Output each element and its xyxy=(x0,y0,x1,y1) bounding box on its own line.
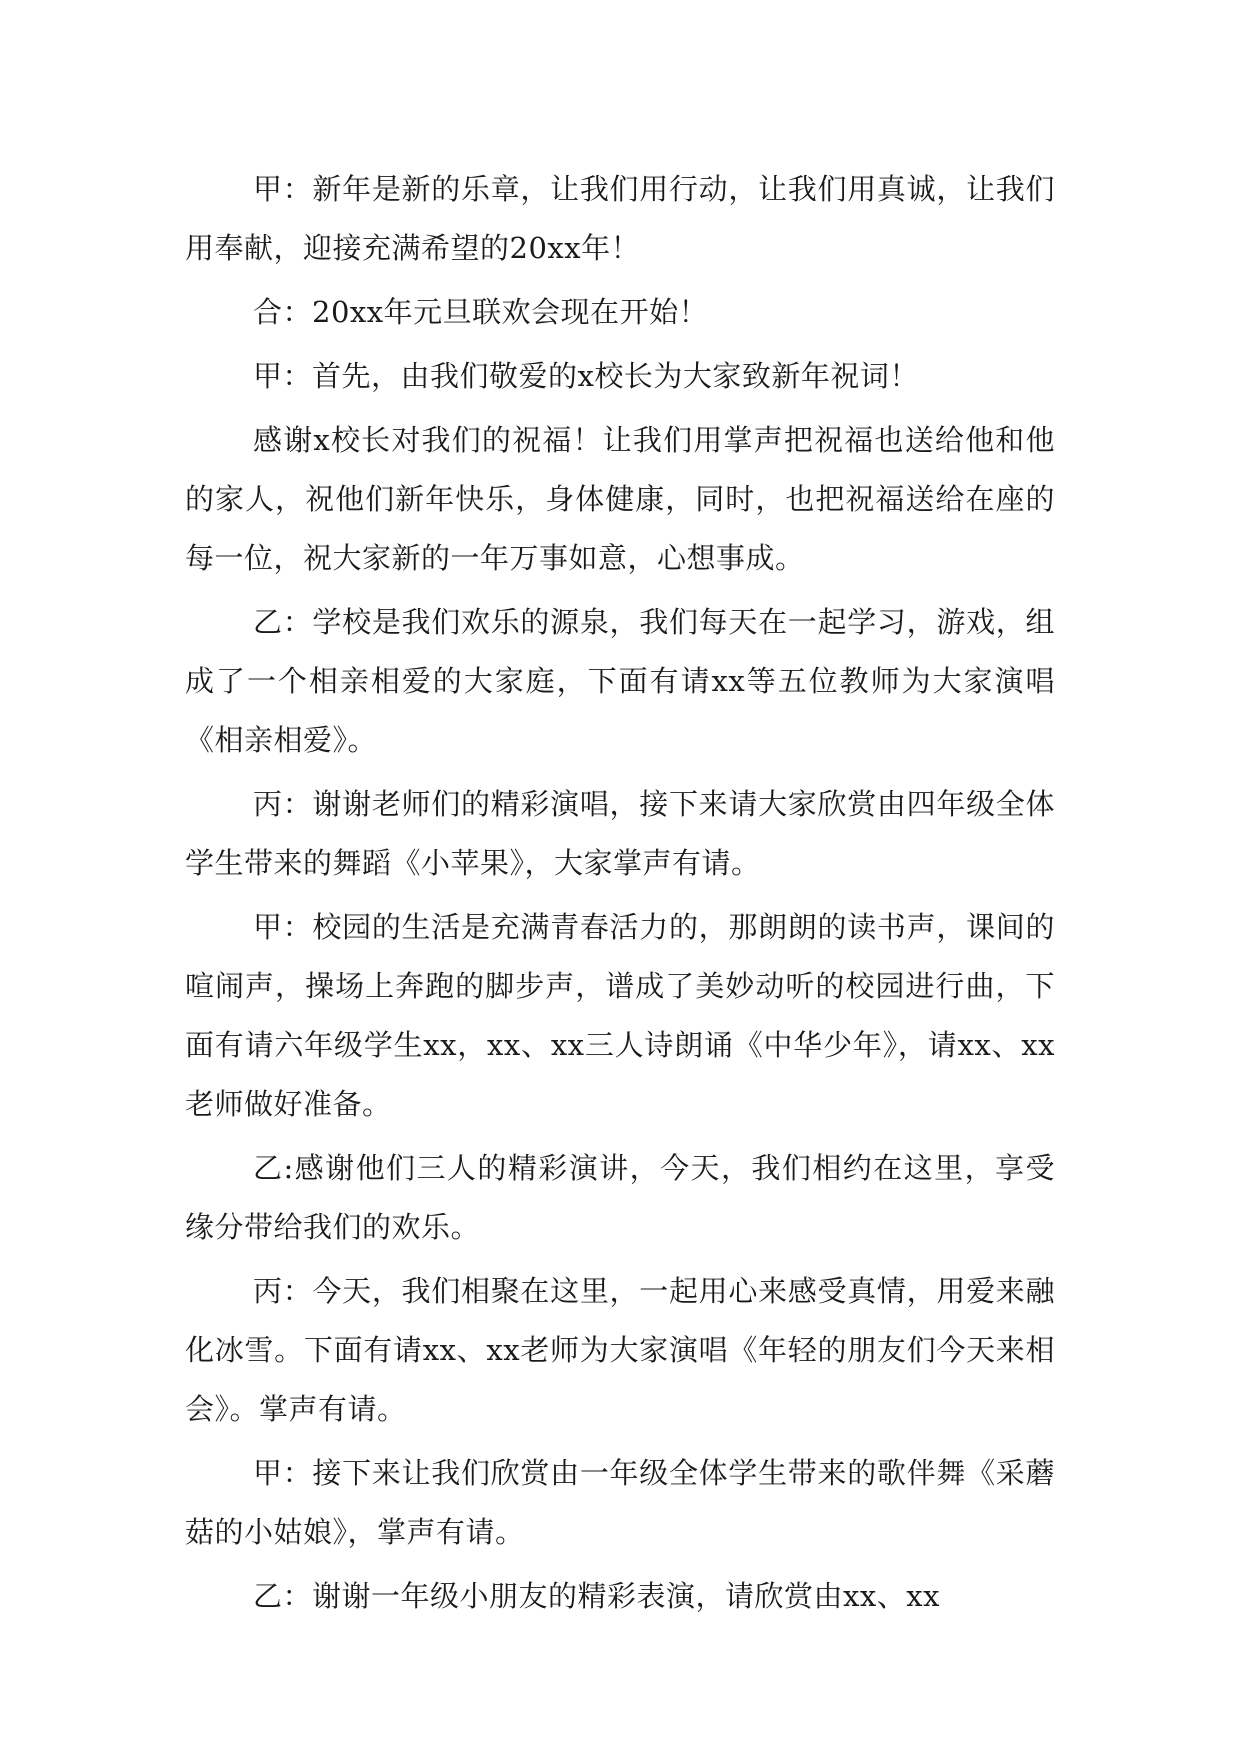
paragraph-yi-next: 乙：谢谢一年级小朋友的精彩表演，请欣赏由xx、xx xyxy=(253,1579,940,1613)
paragraph-teachers-song: 乙：学校是我们欢乐的源泉，我们每天在一起学习，游戏，组成了一个相亲相爱的大家庭，下面有请xx等五位教师为大家演唱《相亲相爱》。 xyxy=(185,605,1055,757)
paragraph-principal-intro: 甲：首先，由我们敬爱的x校长为大家致新年祝词！ xyxy=(253,359,919,393)
paragraph-grade4-dance: 丙：谢谢老师们的精彩演唱，接下来请大家欣赏由四年级全体学生带来的舞蹈《小苹果》，大家掌声有请。 xyxy=(185,787,1055,880)
paragraph-grade6-poem: 甲：校园的生活是充满青春活力的，那朗朗的读书声，课间的喧闹声，操场上奔跑的脚步声，谱成了美妙动听的校园进行曲，下面有请六年级学生xx，xx、xx三人诗朗诵《中华少年》，请xx、xx老师做好准备。 xyxy=(185,910,1055,1121)
paragraph-opening-he: 合：20xx年元旦联欢会现在开始！ xyxy=(253,295,709,329)
paragraph-grade1-dance: 甲：接下来让我们欣赏由一年级全体学生带来的歌伴舞《采蘑菇的小姑娘》，掌声有请。 xyxy=(185,1456,1055,1549)
document-body xyxy=(185,160,1055,1631)
paragraph-opening-jia: 甲：新年是新的乐章，让我们用行动，让我们用真诚，让我们用奉献，迎接充满希望的20xx年！ xyxy=(185,172,1055,265)
paragraph-bing-song: 丙：今天，我们相聚在这里，一起用心来感受真情，用爱来融化冰雪。下面有请xx、xx老师为大家演唱《年轻的朋友们今天来相会》。掌声有请。 xyxy=(185,1274,1055,1426)
paragraph-yi-thanks: 乙:感谢他们三人的精彩演讲，今天，我们相约在这里，享受缘分带给我们的欢乐。 xyxy=(185,1151,1055,1244)
paragraph-principal-thanks: 感谢x校长对我们的祝福！让我们用掌声把祝福也送给他和他的家人，祝他们新年快乐，身体健康，同时，也把祝福送给在座的每一位，祝大家新的一年万事如意，心想事成。 xyxy=(185,423,1055,575)
